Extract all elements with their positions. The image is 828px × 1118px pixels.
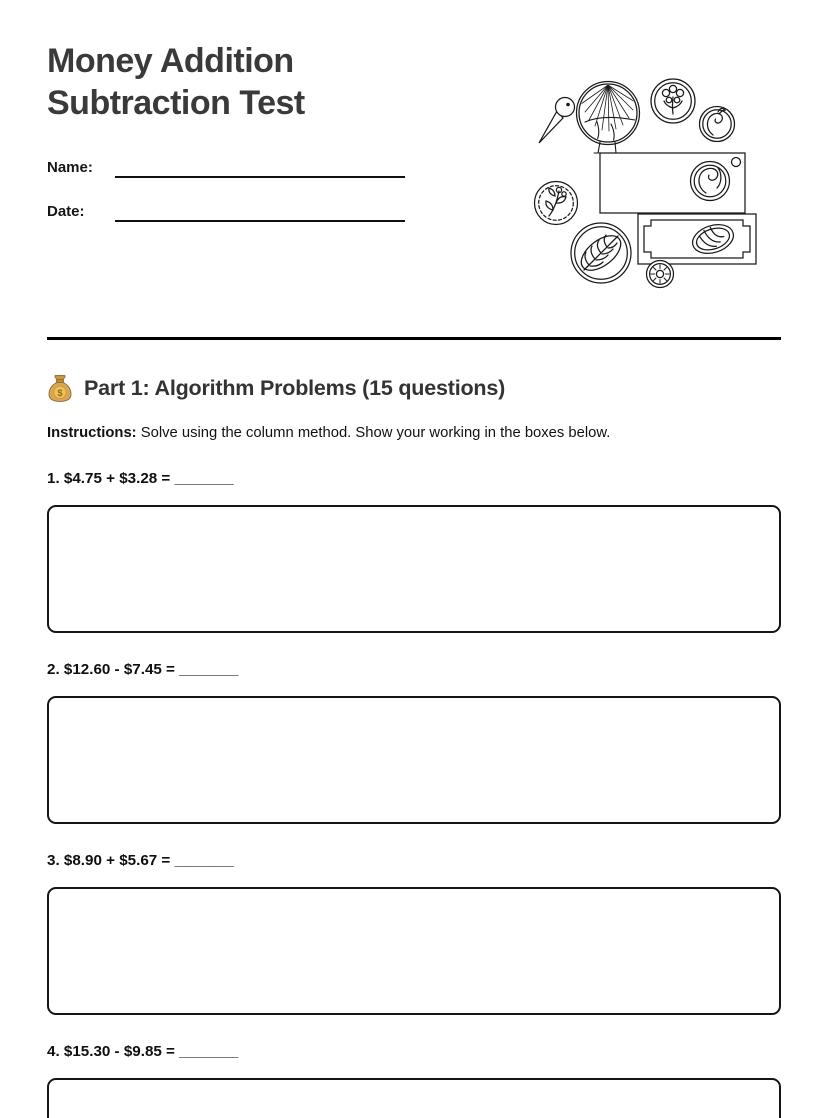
banknote-icon-1	[600, 153, 745, 213]
date-field-row	[47, 200, 405, 222]
question-1	[47, 469, 781, 633]
coin-icon-koru-small	[700, 107, 735, 142]
section1-content	[0, 374, 828, 1118]
coin-icon-koru-on-note	[691, 162, 730, 201]
part1-heading	[47, 374, 781, 402]
kiwi-bird-icon	[539, 82, 640, 154]
question-4-working-box[interactable]	[47, 1078, 781, 1118]
name-label: Name:	[47, 159, 93, 176]
part1-heading-text: Part 1: Algorithm Problems (15 questions)	[84, 375, 506, 400]
coin-icon-floral	[651, 79, 695, 123]
coin-icon-fern	[571, 223, 631, 283]
question-3	[47, 851, 781, 1015]
question-2	[47, 660, 781, 824]
banknote-icon-2	[638, 214, 756, 264]
coin-icon-sprig	[535, 182, 578, 225]
date-label: Date:	[47, 203, 85, 220]
instructions	[47, 424, 781, 442]
worksheet-header	[0, 0, 828, 337]
page-title-line2: Subtraction Test	[47, 84, 305, 122]
date-input-line[interactable]	[115, 200, 405, 222]
question-1-label: 1. $4.75 + $3.28 = _______	[47, 470, 234, 487]
question-3-label: 3. $8.90 + $5.67 = _______	[47, 852, 234, 869]
money-bag-icon	[47, 374, 73, 402]
page-title-line1: Money Addition	[47, 42, 294, 80]
question-4	[47, 1042, 781, 1118]
coin-icon-sun	[647, 261, 674, 288]
question-2-label: 2. $12.60 - $7.45 = _______	[47, 661, 239, 678]
question-3-working-box[interactable]	[47, 887, 781, 1015]
name-field-row	[47, 156, 405, 178]
question-2-working-box[interactable]	[47, 696, 781, 824]
instructions-text: Solve using the column method. Show your working in the boxes below.	[136, 425, 611, 441]
question-4-label: 4. $15.30 - $9.85 = _______	[47, 1043, 239, 1060]
page-title	[47, 40, 305, 124]
name-input-line[interactable]	[115, 156, 405, 178]
question-1-working-box[interactable]	[47, 505, 781, 633]
instructions-label: Instructions:	[47, 425, 137, 441]
kiwi-money-illustration	[523, 64, 763, 302]
dollar-sign-glyph: $	[57, 387, 63, 399]
section-divider	[47, 337, 781, 340]
